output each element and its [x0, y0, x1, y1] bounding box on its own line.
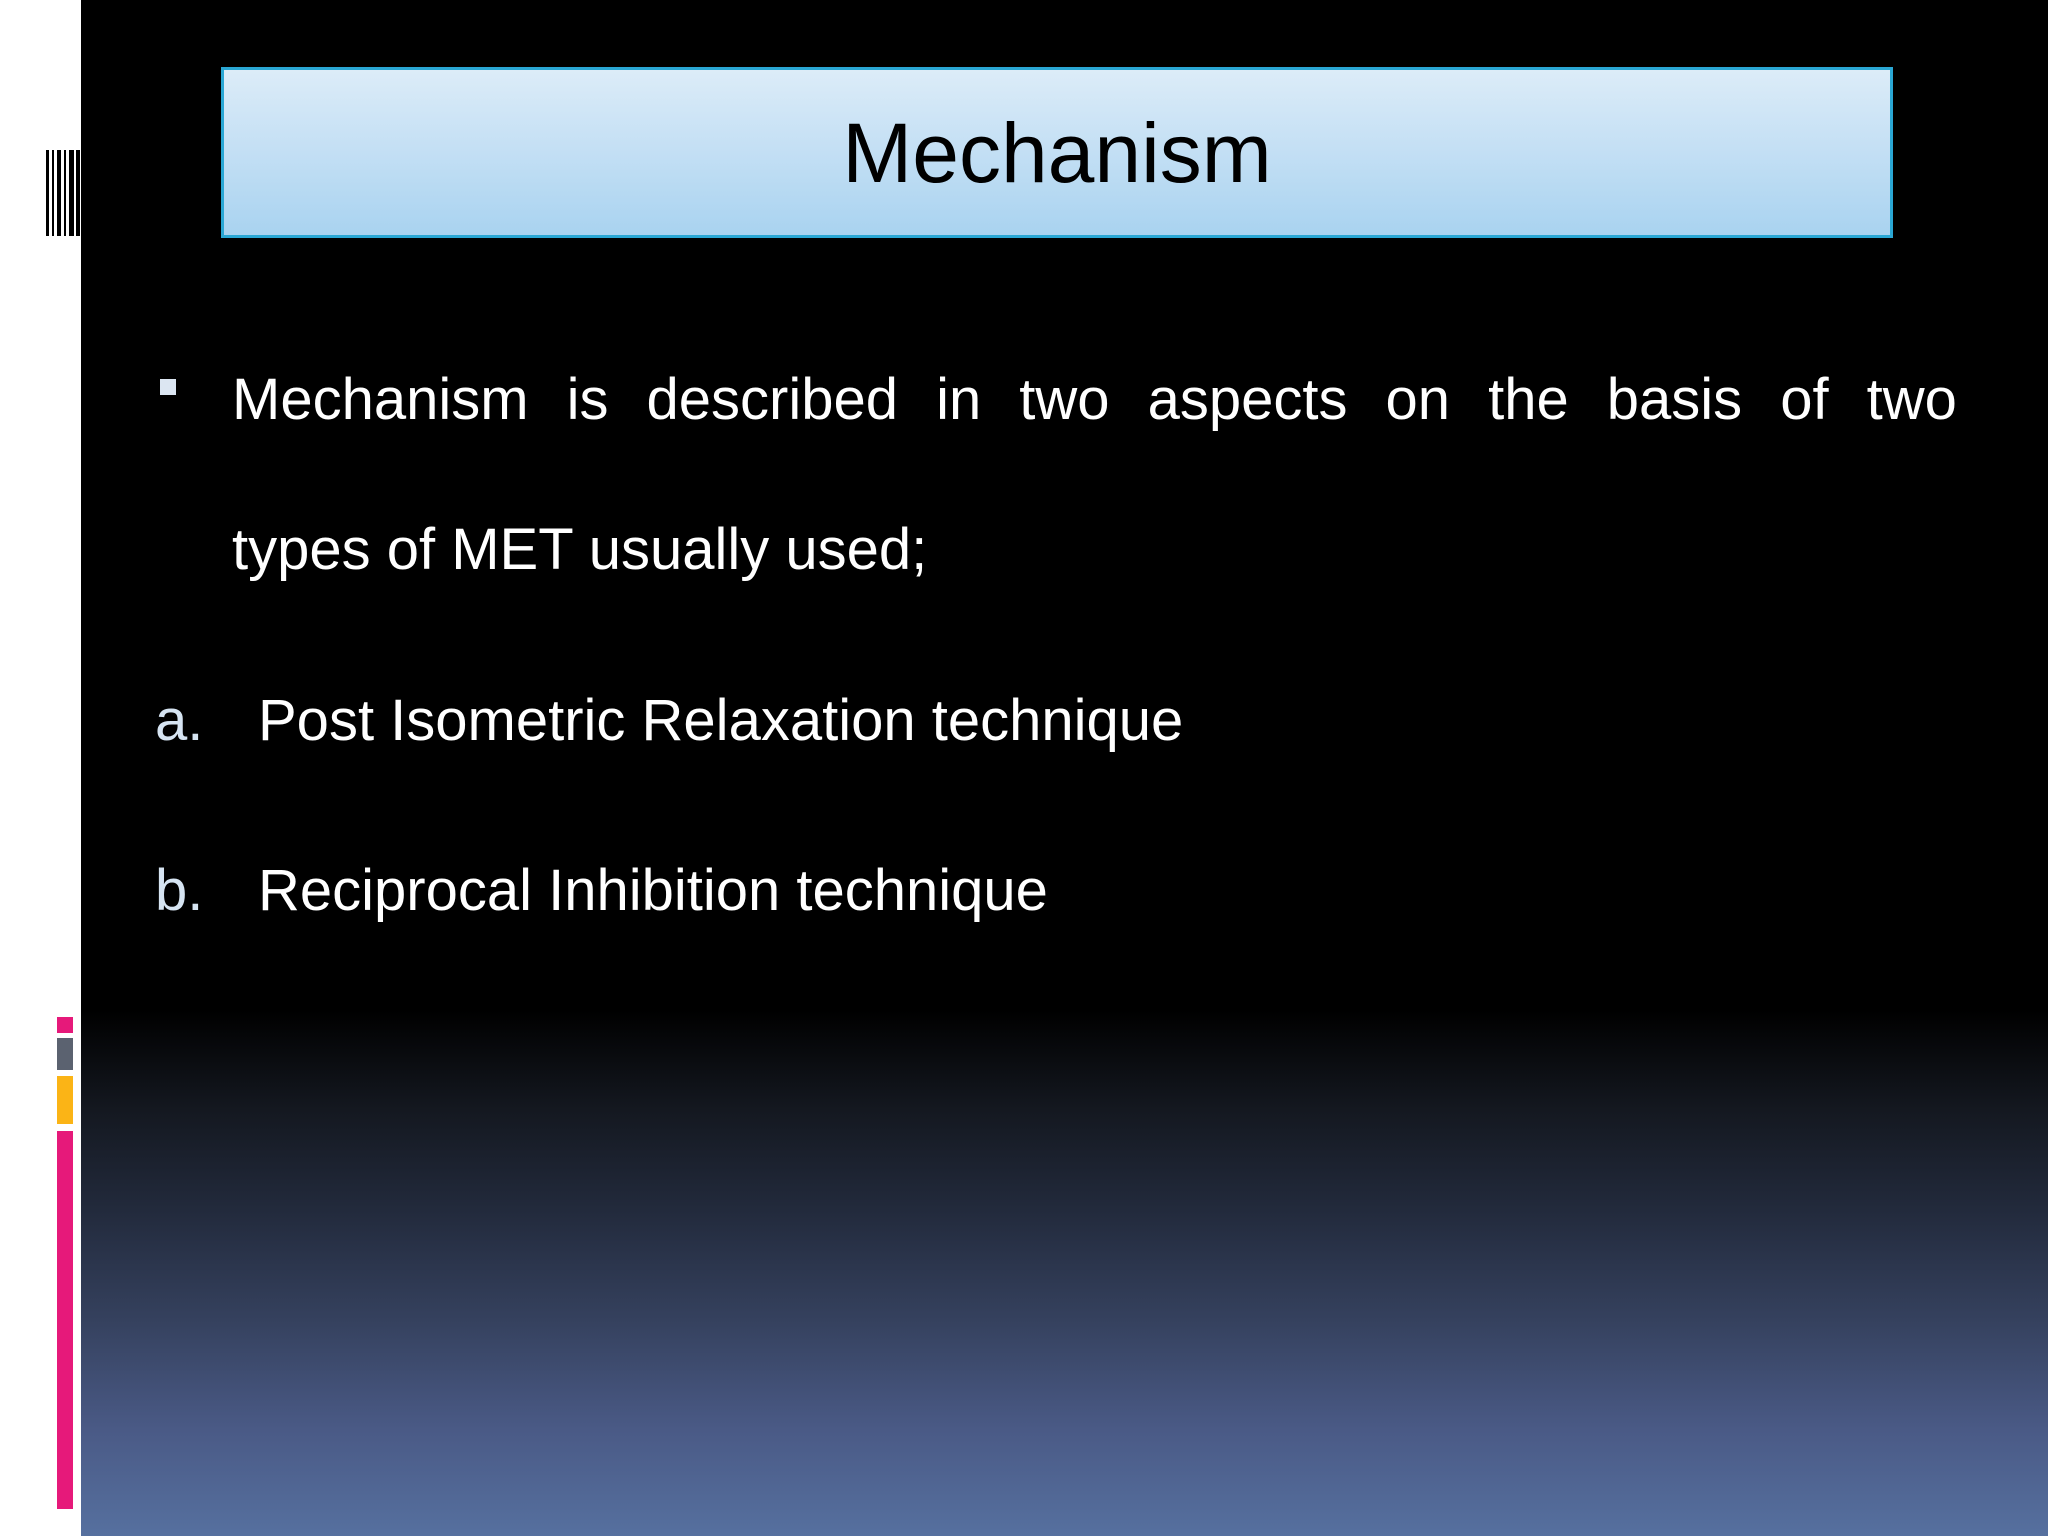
- bullet-word: two: [1019, 367, 1110, 432]
- square-bullet-icon: [160, 379, 176, 395]
- list-marker-a: a.: [155, 688, 204, 753]
- bullet-word: two: [1866, 367, 1957, 432]
- bullet-text-line-1: [232, 367, 1957, 432]
- list-marker-b: b.: [155, 858, 204, 923]
- list-item-post-isometric: Post Isometric Relaxation technique: [258, 688, 1184, 753]
- accent-pink-square: [57, 1017, 73, 1033]
- bullet-word: aspects: [1147, 367, 1348, 432]
- accent-pink-bar: [57, 1131, 73, 1509]
- bullet-word: Mechanism: [232, 367, 529, 432]
- bullet-word: described: [646, 367, 899, 432]
- bullet-text-line-2: types of MET usually used;: [232, 517, 928, 582]
- bullet-word: in: [936, 367, 982, 432]
- barcode-decoration: [46, 150, 80, 236]
- bullet-word: on: [1385, 367, 1451, 432]
- accent-gray-bar: [57, 1038, 73, 1070]
- title-box: [221, 67, 1893, 238]
- bullet-word: basis: [1606, 367, 1743, 432]
- slide-title: Mechanism: [842, 105, 1272, 200]
- bullet-word: of: [1780, 367, 1829, 432]
- bullet-word: is: [566, 367, 609, 432]
- bullet-word: the: [1488, 367, 1569, 432]
- list-item-reciprocal-inhibition: Reciprocal Inhibition technique: [258, 858, 1048, 923]
- accent-yellow-bar: [57, 1076, 73, 1124]
